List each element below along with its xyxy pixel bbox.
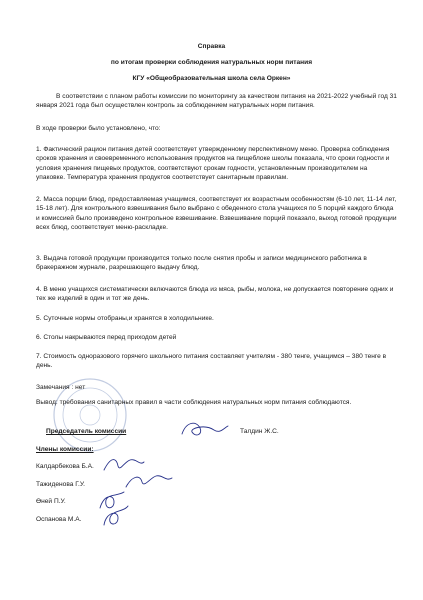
member-2: Тажиденова Г.У.: [36, 481, 85, 488]
member-3: Өней П.У.: [36, 498, 66, 505]
member-1: Калдарбекова Б.А.: [36, 463, 94, 470]
chair-name: Талдин Ж.С.: [240, 428, 279, 435]
conclusion: Вывод: требования санитарных правил в части соблюдения натуральных норм питания соблюдаются.: [36, 399, 352, 406]
finding-1: 1. Фактический рацион питания детей соответствует утвержденному перспективному меню. Проверка соблюдения сроков хранения и своевременного использования продуктов на пищеблоке школы показала, что сроки годности и условия хранения пищевых продуктов, соответствуют срокам годности, установленным производителем на упаковке. Температура хранения продуктов соответствует санитарным правилам.: [36, 146, 390, 181]
finding-7: 7. Стоимость одноразового горячего школьного питания составляет учителям - 380 тенге, учащимся – 380 тенге в день.: [36, 353, 387, 370]
intro-paragraph: В соответствии с планом работы комиссии по мониторингу за качеством питания на 2021-2022 учебный год 31 января 2021 года был осуществлен контроль за соблюдением натуральных норм питания.: [36, 93, 397, 110]
member-3-signature: [100, 492, 124, 508]
member-1-signature: [104, 460, 144, 470]
chair-signature: [182, 423, 228, 435]
member-2-signature: [126, 476, 172, 487]
document-title: Справка: [197, 43, 226, 50]
finding-4: 4. В меню учащихся систематически включаются блюда из мяса, рыбы, молока, не допускается повторение одних и тех же изделий в один и тот же день.: [36, 286, 394, 303]
member-4-signature: [104, 506, 128, 525]
finding-3: 3. Выдача готовой продукции производится только после снятия пробы и записи медицинского работника в бракеражном журнале, разрешающего выдачу блюд.: [36, 255, 367, 272]
members-label: Члены комиссии:: [36, 446, 94, 453]
finding-5: 5. Суточные нормы отобраны,и хранятся в холодильнике.: [36, 315, 214, 322]
finding-2: 2. Масса порции блюд, предоставляемая учащимся, соответствует их возрастным особенностям (6-10 лет, 11-14 лет, 15-18 лет). Для контрольного взвешивания было выбрано с обеденного стола учащихся по 5 порций каждого блюда и комиссией было произведено контрольное взвешивание. Взвешивание порций показало, выход готовой продукции всех блюд, соответствует меню-раскладке.: [36, 196, 397, 231]
document-subtitle: по итогам проверки соблюдения натуральных норм питания: [110, 59, 313, 66]
member-4: Оспанова М.А.: [36, 516, 82, 523]
finding-6: 6. Столы накрываются перед приходом детей: [36, 334, 177, 341]
remarks: Замечания : нет: [36, 384, 86, 391]
school-name: КГУ «Общеобразовательная школа села Оркен»: [132, 75, 291, 82]
findings-intro: В ходе проверки было установлено, что:: [36, 125, 161, 132]
chair-label: Председатель комиссии: [46, 428, 127, 435]
